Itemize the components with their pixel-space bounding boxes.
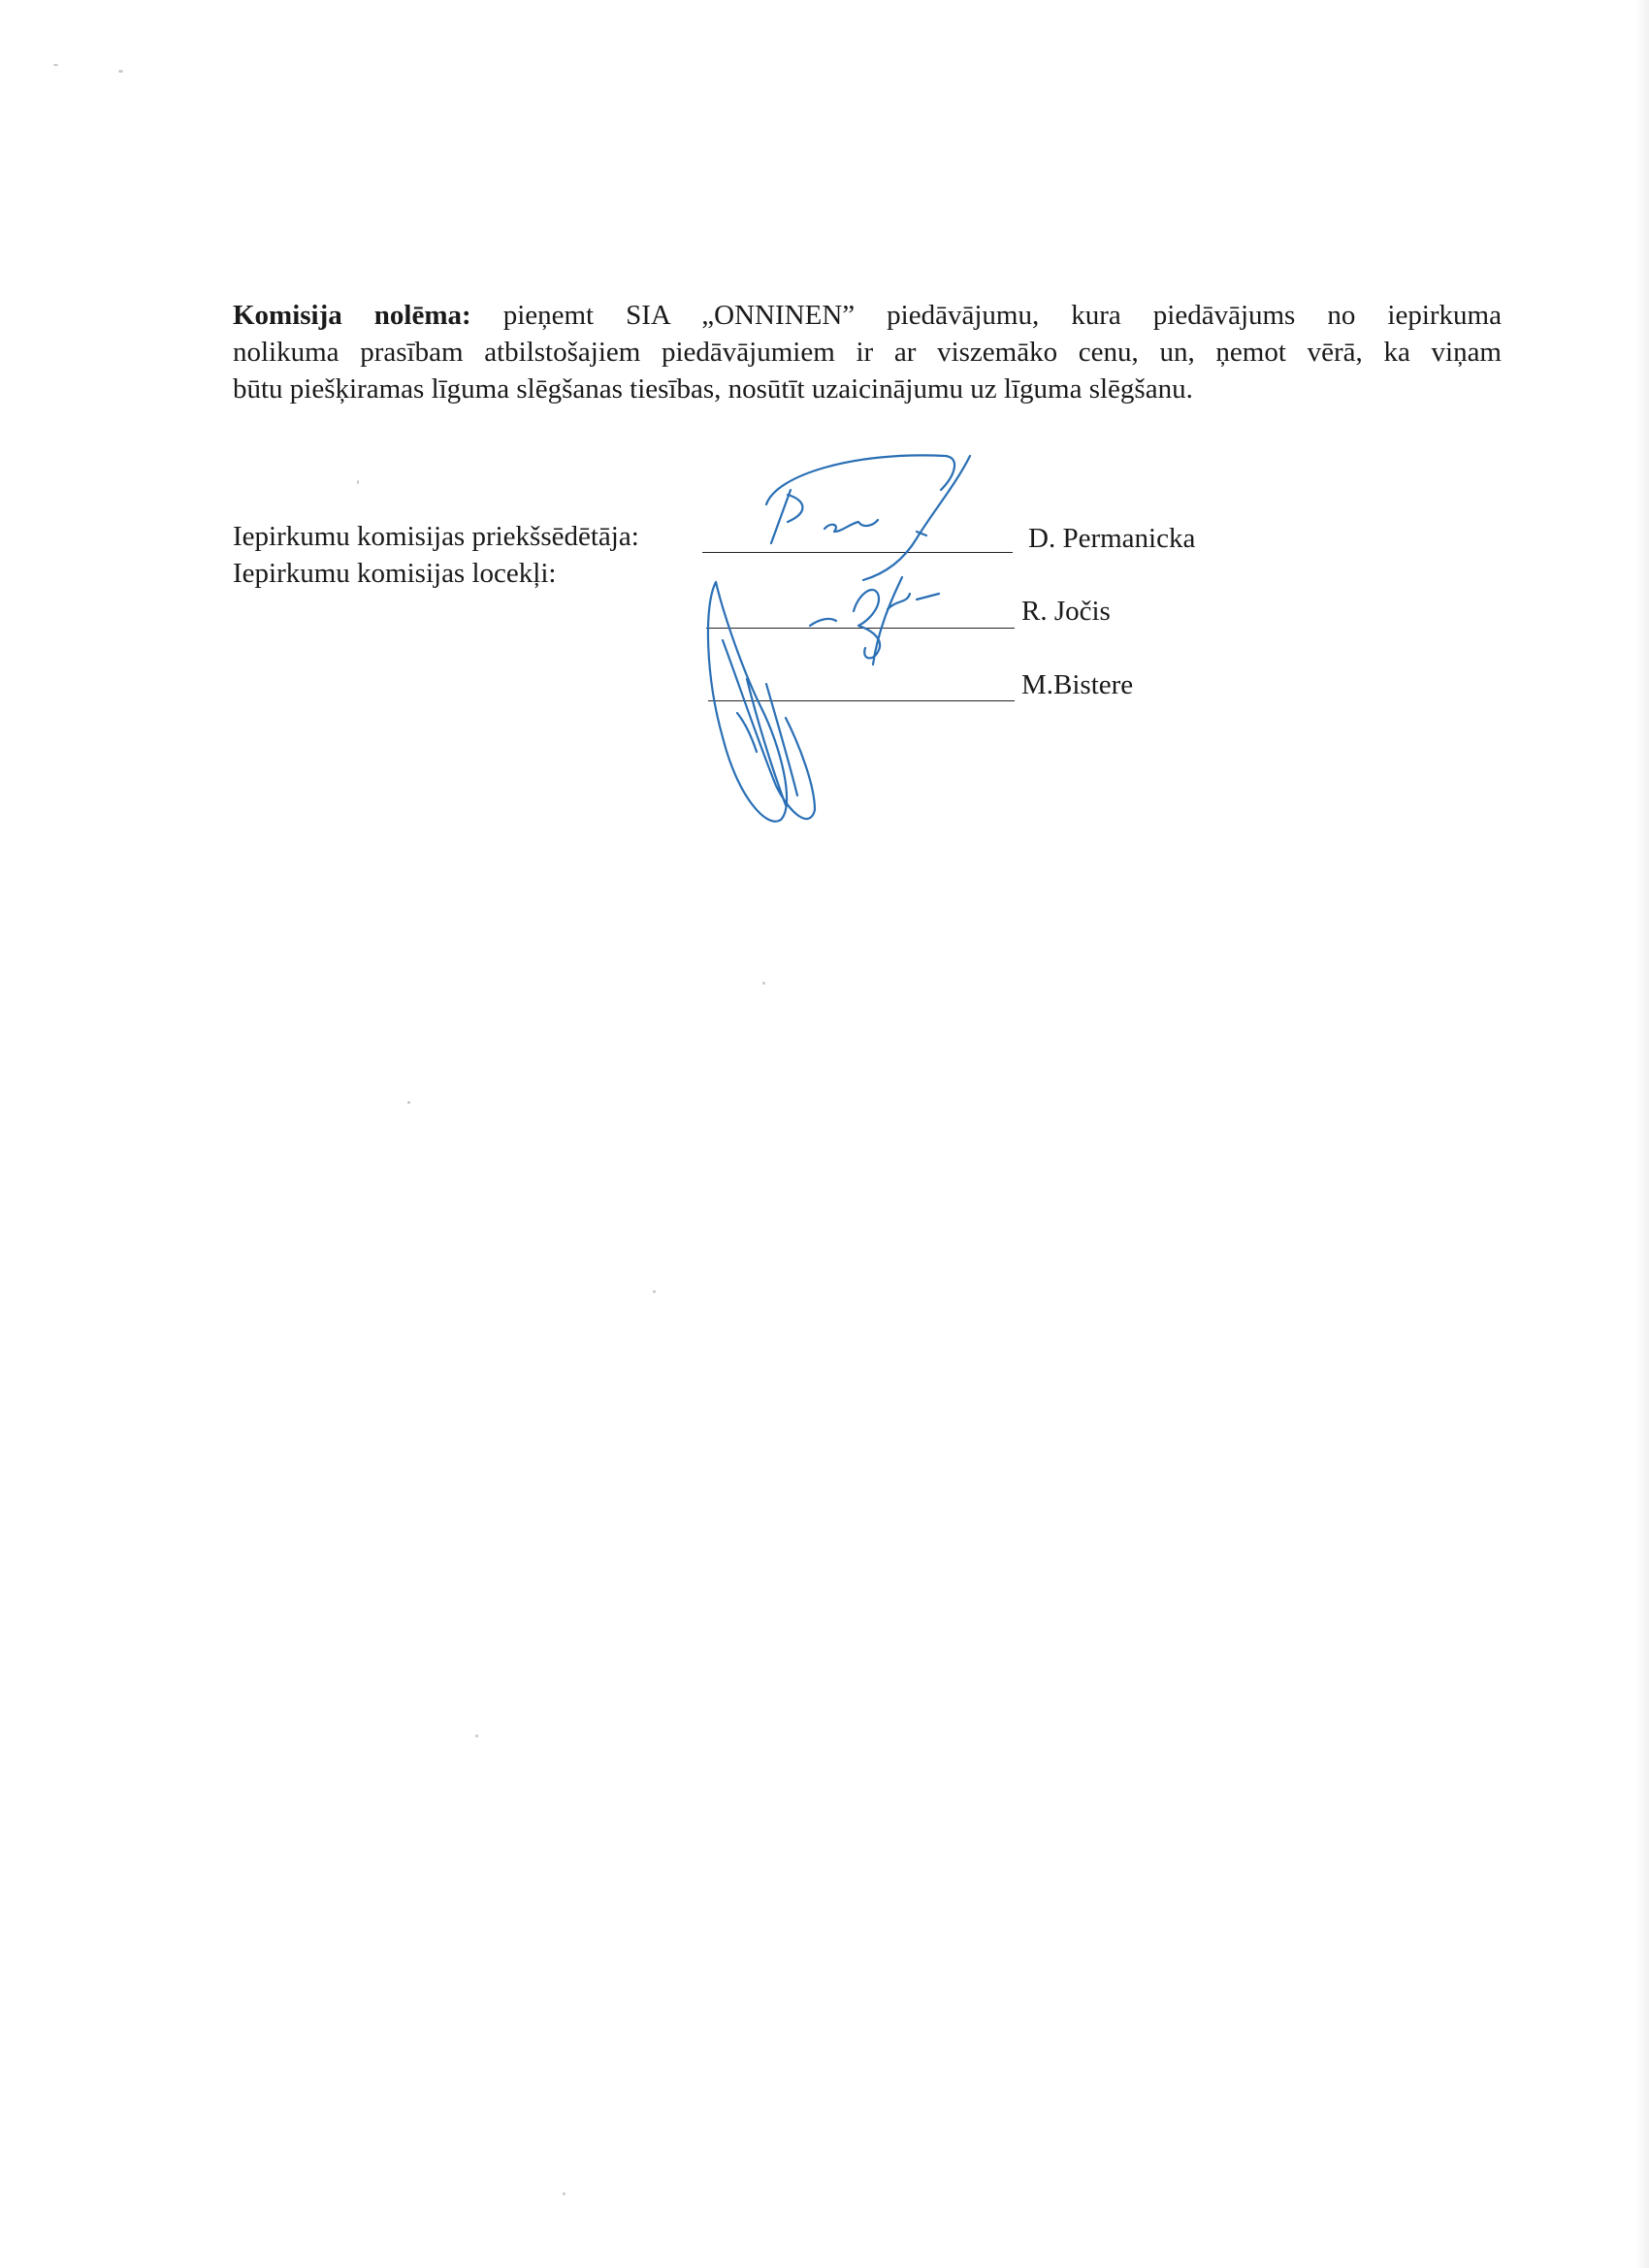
decision-paragraph xyxy=(233,297,1502,407)
scan-speck xyxy=(475,1734,478,1737)
decision-line-2: nolikuma prasībam atbilstošajiem piedāvājumiem ir ar viszemāko cenu, un, ņemot vērā, ka viņam xyxy=(233,337,1502,368)
scan-speck xyxy=(357,480,359,484)
chair-label: Iepirkumu komisijas priekšsēdētāja: xyxy=(233,521,639,552)
member1-name: R. Jočis xyxy=(1021,596,1111,627)
member2-name: M.Bistere xyxy=(1021,669,1134,700)
scan-speck xyxy=(118,70,123,73)
member2-signature xyxy=(708,582,815,822)
scan-speck xyxy=(407,1101,410,1104)
decision-line-1 xyxy=(233,297,1502,334)
members-label: Iepirkumu komisijas locekļi: xyxy=(233,558,557,589)
scan-speck xyxy=(653,1290,656,1293)
scan-speck xyxy=(53,64,58,66)
decision-label: Komisija nolēma: xyxy=(233,300,471,331)
scan-speck xyxy=(762,982,765,985)
scan-edge xyxy=(1635,0,1649,2268)
decision-line-1-text: pieņemt SIA „ONNINEN” piedāvājumu, kura piedāvājums no iepirkuma xyxy=(470,300,1502,331)
member1-signature-line xyxy=(706,628,1015,629)
member1-signature xyxy=(810,577,939,664)
chair-signature-line xyxy=(702,552,1013,553)
member2-signature-line xyxy=(708,700,1015,701)
decision-line-3: būtu piešķiramas līguma slēgšanas tiesības, nosūtīt uzaicinājumu uz līguma slēgšanu. xyxy=(233,373,1193,405)
chair-name: D. Permanicka xyxy=(1028,523,1196,554)
chair-signature xyxy=(766,455,970,580)
scan-speck xyxy=(563,2192,566,2195)
